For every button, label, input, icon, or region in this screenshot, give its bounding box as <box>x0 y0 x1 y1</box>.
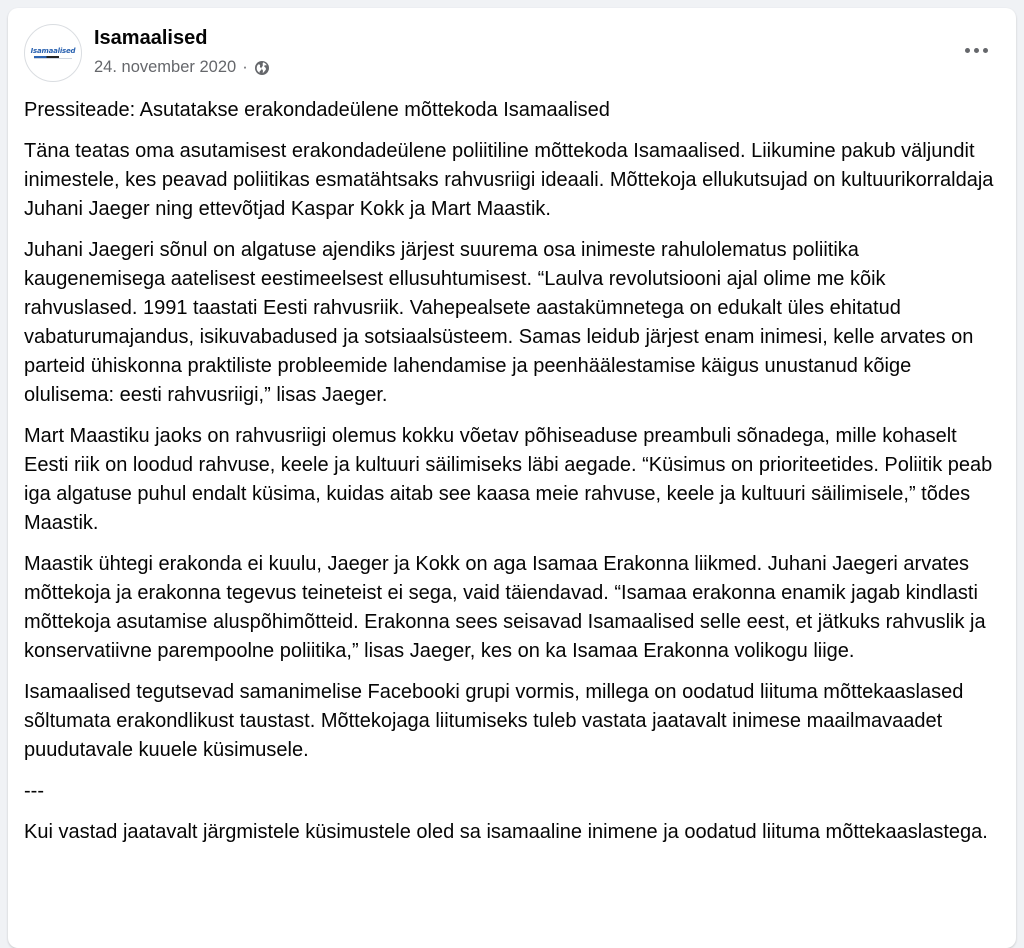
post-card <box>8 8 1016 948</box>
page-name[interactable]: Isamaalised <box>94 27 208 49</box>
flag-stripe <box>34 56 72 59</box>
globe-icon[interactable] <box>254 60 270 76</box>
post-paragraph: Isamaalised tegutsevad samanimelise Facebooki grupi vormis, millega on oodatud liituma mõttekaaslased sõltumata erakondlikust taustast. Mõttekojaga liitumiseks tuleb vastata jaatavalt inimese maailmavaadet puudutavale kuuele küsimusele. <box>24 681 964 761</box>
post-paragraph: Maastik ühtegi erakonda ei kuulu, Jaeger ja Kokk on aga Isamaa Erakonna liikmed. Juhani Jaegeri arvates mõttekoja ja erakonna tegevus teineteist ei sega, vaid täiendavad. “Isamaa erakonna enamik jagab kindlasti mõttekoja asutamise aluspõhimõtteid. Erakonna sees seisavad Isamaalised selle eest, et jätkuks rahvuslik ja konservatiivne parempoolne poliitika,” lisas Jaeger, kes on ka Isamaa Erakonna volikogu liige. <box>24 553 986 662</box>
post-body <box>8 96 1016 847</box>
avatar-logo-text: Isamaalised <box>30 47 76 55</box>
post-paragraph-title: Pressiteade: Asutatakse erakondadeülene mõttekoda Isamaalised <box>24 99 610 121</box>
post-header <box>8 8 1016 96</box>
post-paragraph: Juhani Jaegeri sõnul on algatuse ajendiks järjest suurema osa inimeste rahulolematus poliitika kaugenemisega aatelisest eestimeelsest ellusuhtumisest. “Laulva revolutsiooni ajal olime me kõik rahvuslased. 1991 taastati Eesti rahvusriik. Vahepealsete aastakümnetega on edukalt üles ehitatud vabaturumajandus, isikuvabadused ja sotsiaalsüsteem. Samas leidub järjest enam inimesi, kelle arvates on parteid ühiskonna praktiliste probleemide lahendamise ja peenhäälestamise käigus unustanud kõige olulisema: eesti rahvusriigi,” lisas Jaeger. <box>24 239 974 406</box>
more-options-icon[interactable] <box>958 38 994 62</box>
post-separator: --- <box>24 780 44 802</box>
post-paragraph: Kui vastad jaatavalt järgmistele küsimustele oled sa isamaaline inimene ja oodatud liituma mõttekaaslastega. <box>24 821 988 843</box>
post-paragraph: Täna teatas oma asutamisest erakondadeülene poliitiline mõttekoda Isamaalised. Liikumine pakub väljundit inimestele, kes peavad poliitikas esmatähtsaks rahvusriigi ideaali. Mõttekoja ellukutsujad on kultuurikorraldaja Juhani Jaeger ning ettevõtjad Kaspar Kokk ja Mart Maastik. <box>24 140 994 220</box>
page-avatar[interactable] <box>24 24 82 82</box>
isamaalised-logo <box>31 47 76 59</box>
meta-separator: · <box>242 58 248 76</box>
post-date[interactable]: 24. november 2020 <box>94 58 237 76</box>
post-paragraph: Mart Maastiku jaoks on rahvusriigi olemus kokku võetav põhiseaduse preambuli sõnadega, mille kohaselt Eesti riik on loodud rahvuse, keele ja kultuuri säilimiseks läbi aegade. “Küsimus on prioriteetides. Poliitik peab iga algatuse puhul endalt küsima, kuidas aitab see kaasa meie rahvuse, keele ja kultuuri säilimisele,” tõdes Maastik. <box>24 425 993 534</box>
post-meta <box>94 58 270 77</box>
